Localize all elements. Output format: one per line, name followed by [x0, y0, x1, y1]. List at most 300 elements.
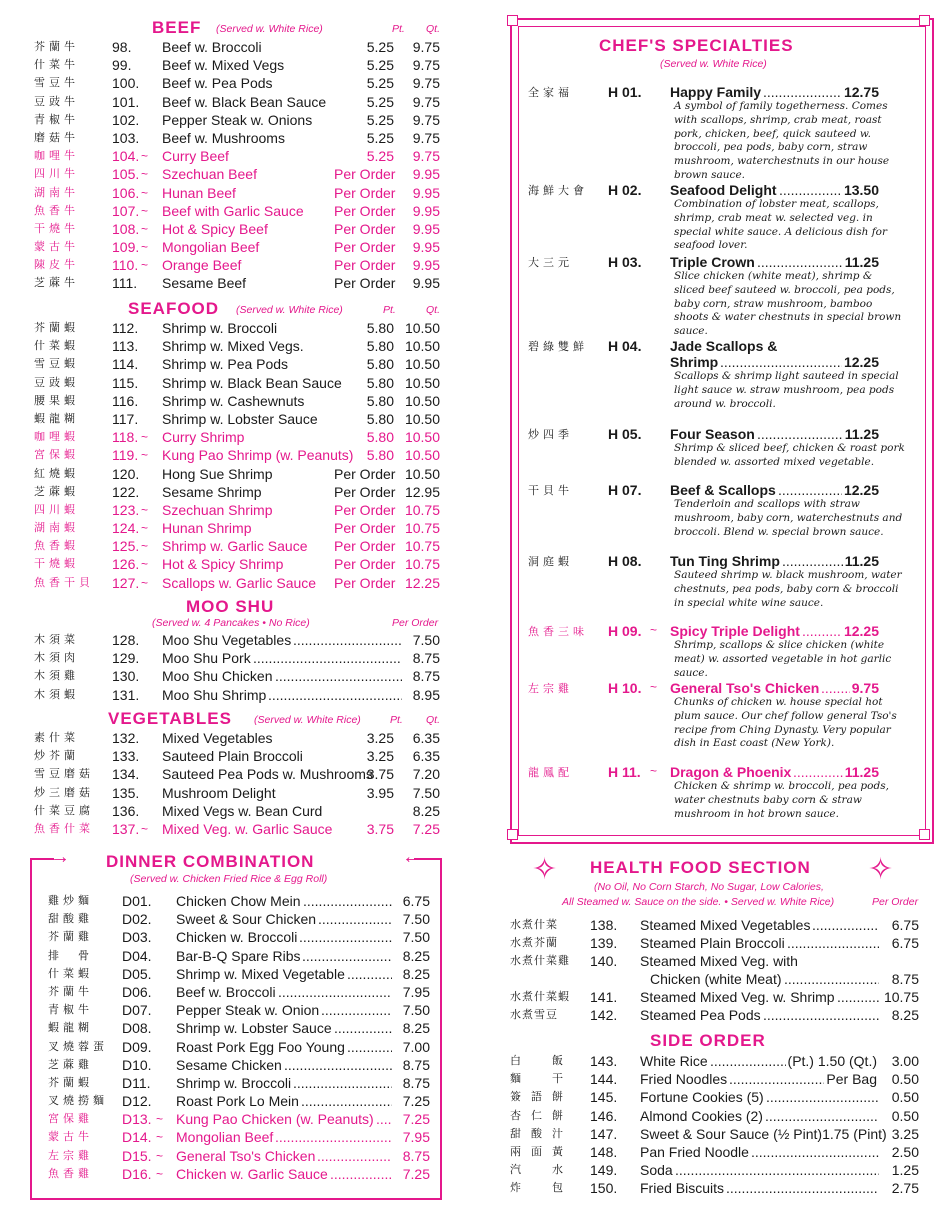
seafood-item-price-pt: Per Order	[334, 574, 396, 591]
chef-item-name: Tun Ting Shrimp	[670, 553, 780, 569]
side-item-name: Sweet & Sour Sauce (½ Pint)1.75 (Pint)	[640, 1125, 887, 1142]
health-item-price: 8.75	[891, 971, 919, 987]
chef-item-name: General Tso's Chicken	[670, 680, 820, 696]
seafood-qt-header: Qt.	[426, 304, 441, 316]
seafood-item-chinese: 芝蔴蝦	[34, 484, 79, 498]
combo-item-chinese: 蒙古牛	[48, 1130, 93, 1144]
combo-item-price: 8.75	[402, 1074, 430, 1091]
side-item-price: 0.50	[891, 1071, 919, 1088]
chef-item-chinese: 炒四季	[528, 428, 573, 441]
chef-item	[470, 426, 941, 486]
combo-item	[0, 928, 470, 946]
combo-subtitle: (Served w. Chicken Fried Rice & Egg Roll)	[130, 873, 328, 885]
beef-item-name: Beef w. Mixed Vegs	[162, 57, 285, 74]
hot-spicy-icon: ~	[141, 821, 149, 836]
seafood-item-price-qt: 10.75	[404, 556, 440, 573]
mooshu-per-order: Per Order	[392, 617, 439, 629]
dot-leader	[293, 631, 402, 649]
combo-title: DINNER COMBINATION	[106, 852, 315, 871]
health-item-number: 141.	[590, 989, 618, 1005]
combo-item-price: 8.25	[402, 965, 430, 982]
chef-item-price: 12.25	[843, 623, 879, 639]
side-item-number: 148.	[590, 1144, 618, 1160]
side-item-number: 143.	[590, 1053, 618, 1069]
seafood-item-name: Sesame Shrimp	[162, 483, 262, 500]
beef-item-price-pt: 5.25	[366, 93, 394, 110]
beef-item	[0, 256, 470, 274]
seafood-header	[0, 299, 470, 321]
dot-leader	[787, 934, 879, 952]
seafood-item-chinese: 豆豉蝦	[34, 375, 79, 389]
veg-item-chinese: 雪豆磨菇	[34, 767, 94, 781]
dot-leader	[766, 1088, 879, 1106]
hot-spicy-icon: ~	[141, 539, 149, 554]
beef-item-number: 102.	[112, 111, 140, 128]
seafood-item-number: 122.	[112, 483, 140, 500]
side-item-number: 145.	[590, 1089, 618, 1106]
beef-item-chinese: 豆豉牛	[34, 94, 79, 108]
veg-item-price-qt: 6.35	[412, 730, 440, 746]
chef-item	[470, 553, 941, 613]
chef-item	[470, 254, 941, 338]
seafood-item-name: Shrimp w. Pea Pods	[162, 356, 289, 373]
arrow-left-icon: ←	[402, 846, 422, 868]
seafood-item-chinese: 湖南蝦	[34, 521, 79, 535]
combo-item-name: Chicken w. Garlic Sauce	[176, 1165, 328, 1182]
combo-item-number: D02.	[122, 911, 152, 928]
health-item-number: 139.	[590, 935, 618, 951]
veg-item-chinese: 炒三磨菇	[34, 785, 94, 799]
combo-item-number: D04.	[122, 947, 152, 964]
hot-spicy-icon: ~	[141, 258, 149, 273]
seafood-item-number: 127.	[112, 574, 140, 591]
hot-spicy-icon: ~	[141, 149, 149, 164]
seafood-item	[0, 319, 470, 337]
chef-item-description: Scallops & shrimp light sauteed in special light sauce w. straw mushroom, pea pods around w. broccoli.	[674, 370, 899, 410]
mooshu-item-name: Moo Shu Vegetables	[162, 632, 292, 648]
health-item-chinese: 水煮雪豆	[510, 1008, 558, 1021]
corner-ornament	[507, 829, 518, 840]
combo-item-name: Chicken Chow Mein	[176, 893, 301, 909]
beef-item-price-qt: 9.95	[412, 220, 440, 237]
seafood-item	[0, 501, 470, 519]
seafood-item-price-qt: 10.50	[404, 392, 440, 409]
beef-item-price-qt: 9.75	[412, 129, 440, 146]
combo-item-chinese: 芥蘭蝦	[48, 1075, 93, 1089]
seafood-item-chinese: 什菜蝦	[34, 339, 79, 353]
mooshu-header	[0, 597, 470, 631]
chef-item-price: 12.75	[843, 84, 879, 100]
seafood-item	[0, 337, 470, 355]
combo-item-price: 7.50	[402, 929, 430, 946]
seafood-item	[0, 428, 470, 446]
health-item-price: 8.25	[891, 1007, 919, 1023]
beef-item-price-qt: 9.75	[412, 93, 440, 110]
mooshu-item-number: 129.	[112, 650, 140, 667]
beef-item	[0, 184, 470, 202]
combo-item	[0, 983, 470, 1001]
mooshu-item	[0, 631, 470, 649]
beef-item-price-pt: 5.25	[366, 148, 394, 165]
combo-item-number: D13.	[122, 1111, 152, 1128]
combo-item-chinese: 芝蔴雞	[48, 1057, 93, 1071]
veg-item	[0, 802, 470, 820]
chef-item-code: H 10.	[608, 680, 642, 696]
combo-item-number: D12.	[122, 1093, 152, 1110]
dot-leader	[812, 916, 879, 934]
chef-item-chinese: 左宗雞	[528, 682, 573, 695]
chef-item-name-line2: Shrimp	[670, 354, 719, 370]
hot-spicy-icon: ~	[156, 1148, 164, 1163]
chef-item	[470, 182, 941, 252]
veg-item-number: 135.	[112, 784, 140, 801]
seafood-item-price-pt: Per Order	[334, 556, 396, 573]
chef-item-price: 12.25	[843, 354, 879, 370]
seafood-item-number: 114.	[112, 356, 139, 373]
hot-spicy-icon: ~	[141, 502, 149, 517]
beef-item-name: Beef with Garlic Sauce	[162, 202, 304, 219]
seafood-item-price-qt: 10.50	[404, 465, 440, 482]
beef-item	[0, 220, 470, 238]
seafood-item-name: Szechuan Shrimp	[162, 501, 273, 518]
seafood-item-price-qt: 10.75	[404, 520, 440, 537]
seafood-item-price-pt: 5.80	[366, 392, 394, 409]
seafood-item-name: Shrimp w. Garlic Sauce	[162, 538, 308, 555]
seafood-item-name: Curry Shrimp	[162, 429, 245, 446]
beef-item	[0, 129, 470, 147]
seafood-item-price-qt: 10.75	[404, 501, 440, 518]
seafood-item	[0, 392, 470, 410]
beef-item-price-pt: Per Order	[334, 257, 396, 274]
combo-item	[0, 910, 470, 928]
side-item-chinese: 簽語餅	[510, 1090, 573, 1104]
seafood-item-price-pt: Per Order	[334, 483, 396, 500]
beef-qt-header: Qt.	[426, 23, 441, 35]
combo-item-chinese: 排 骨	[48, 948, 93, 962]
chef-item-price: 13.50	[843, 182, 879, 198]
combo-item-price: 7.25	[402, 1111, 430, 1128]
veg-item-price-pt: 3.75	[366, 820, 394, 837]
seafood-item-chinese: 雪豆蝦	[34, 357, 79, 371]
combo-item-number: D11.	[122, 1074, 151, 1091]
veg-item-number: 134.	[112, 766, 140, 783]
combo-item	[0, 1092, 470, 1110]
seafood-item-chinese: 魚香干貝	[34, 575, 94, 589]
beef-item-price-pt: 5.25	[366, 39, 394, 55]
beef-item	[0, 93, 470, 111]
beef-item-number: 98.	[112, 39, 132, 55]
beef-item	[0, 238, 470, 256]
combo-item-chinese: 青椒牛	[48, 1003, 93, 1017]
combo-item	[0, 965, 470, 983]
seafood-item-price-qt: 10.50	[404, 410, 440, 427]
beef-item	[0, 274, 470, 292]
side-item-price: 2.75	[891, 1180, 919, 1197]
dot-leader	[321, 1001, 392, 1019]
beef-item-price-qt: 9.75	[412, 39, 440, 55]
combo-item-number: D01.	[122, 893, 152, 909]
veg-item-chinese: 素什菜	[34, 731, 79, 744]
chef-item-name: Happy Family	[670, 84, 762, 100]
veg-list	[0, 729, 470, 838]
combo-item	[0, 1038, 470, 1056]
hot-spicy-icon: ~	[141, 557, 149, 572]
hot-spicy-icon: ~	[650, 680, 658, 694]
seafood-item-price-pt: 5.80	[366, 356, 394, 373]
chef-item-description: Sauteed shrimp w. black mushroom, water chestnuts, pea pods, baby corn & broccoli in special white wine sauce.	[674, 569, 902, 609]
seafood-item-chinese: 宮保蝦	[34, 448, 79, 462]
seafood-item-name: Shrimp w. Mixed Vegs.	[162, 338, 304, 355]
dot-leader	[284, 1056, 392, 1074]
hot-spicy-icon: ~	[141, 185, 149, 200]
side-item-chinese: 杏仁餅	[510, 1108, 573, 1122]
chef-item-description: Shrimp, scallops & slice chicken (white meat) w. assorted vegetable in hot garlic sauce.	[674, 639, 892, 679]
veg-item-name: Mixed Veg. w. Garlic Sauce	[162, 820, 333, 837]
seafood-item-name: Hong Sue Shrimp	[162, 465, 273, 482]
chef-item-code: H 09.	[608, 623, 642, 639]
seafood-pt-header: Pt.	[383, 304, 396, 316]
mooshu-list	[0, 631, 470, 704]
beef-item-price-qt: 9.95	[412, 184, 440, 201]
combo-item-chinese: 宮保雞	[48, 1112, 93, 1126]
beef-item-price-pt: Per Order	[334, 184, 396, 201]
combo-item-name: Shrimp w. Mixed Vegetable	[176, 965, 345, 982]
seafood-item-chinese: 干燒蝦	[34, 557, 79, 571]
seafood-item-name: Scallops w. Garlic Sauce	[162, 574, 317, 591]
health-item-price: 6.75	[891, 917, 919, 933]
seafood-subtitle: (Served w. White Rice)	[236, 304, 343, 316]
health-item-price: 6.75	[891, 935, 919, 951]
chef-item	[470, 84, 941, 181]
seafood-item-number: 115.	[112, 374, 139, 391]
beef-item-price-pt: 5.25	[366, 111, 394, 128]
chef-item-name: Dragon & Phoenix	[670, 764, 792, 780]
hot-spicy-icon: ~	[141, 448, 149, 463]
seafood-item-number: 123.	[112, 501, 140, 518]
side-item-name: White Rice	[640, 1053, 708, 1069]
seafood-item	[0, 410, 470, 428]
veg-item-price-pt: 3.75	[366, 766, 394, 783]
mooshu-item-number: 128.	[112, 632, 140, 648]
combo-item-chinese: 芥蘭雞	[48, 930, 93, 944]
beef-item-name: Beef w. Black Bean Sauce	[162, 93, 327, 110]
beef-item-number: 105.	[112, 166, 140, 183]
seafood-item-price-qt: 10.75	[404, 538, 440, 555]
health-item-chinese: 水煮什菜雞	[510, 954, 570, 967]
beef-item-name: Beef w. Mushrooms	[162, 129, 285, 146]
hot-spicy-icon: ~	[141, 167, 149, 182]
seafood-item-price-pt: 5.80	[366, 429, 394, 446]
seafood-item-price-qt: 10.50	[404, 374, 440, 391]
combo-item-price: 8.75	[402, 1056, 430, 1073]
dot-leader	[726, 1179, 879, 1197]
beef-title: BEEF	[152, 18, 202, 37]
combo-item-name: Roast Pork Lo Mein	[176, 1093, 299, 1110]
beef-item-number: 111.	[112, 275, 138, 292]
seafood-title: SEAFOOD	[128, 299, 220, 318]
dot-leader	[278, 983, 392, 1001]
veg-item-price-qt: 7.20	[412, 766, 440, 783]
combo-item-price: 7.95	[402, 1129, 430, 1146]
dot-leader	[302, 947, 392, 965]
chef-item	[470, 338, 941, 410]
beef-item-price-qt: 9.75	[412, 148, 440, 165]
side-item	[470, 1161, 941, 1179]
seafood-item-number: 113.	[112, 338, 139, 355]
chef-item-chinese: 洞庭蝦	[528, 555, 573, 568]
health-item-name: Steamed Pea Pods	[640, 1007, 761, 1023]
seafood-item	[0, 355, 470, 373]
beef-item	[0, 38, 470, 56]
chef-item-chinese: 碧綠雙鮮	[528, 340, 588, 353]
seafood-item-name: Shrimp w. Black Bean Sauce	[162, 374, 342, 391]
veg-item	[0, 784, 470, 802]
chef-item-name: Beef & Scallops	[670, 482, 776, 498]
seafood-item-number: 112.	[112, 320, 139, 336]
beef-item	[0, 165, 470, 183]
combo-item-chinese: 叉燒蓉蛋	[48, 1039, 108, 1053]
mooshu-item	[0, 686, 470, 704]
beef-item-price-qt: 9.95	[412, 275, 440, 292]
beef-item-name: Hot & Spicy Beef	[162, 220, 268, 237]
combo-item-number: D03.	[122, 929, 152, 946]
beef-item-name: Orange Beef	[162, 257, 242, 274]
mooshu-item-price: 8.75	[412, 668, 440, 685]
mooshu-title: MOO SHU	[186, 597, 275, 616]
chef-item-code: H 11.	[608, 764, 641, 780]
health-item-number: 138.	[590, 917, 618, 933]
seafood-item-name: Hunan Shrimp	[162, 520, 252, 537]
veg-pt-header: Pt.	[390, 714, 403, 726]
mooshu-item	[0, 667, 470, 685]
chef-item	[470, 764, 941, 824]
mooshu-item-name: Moo Shu Pork	[162, 650, 251, 667]
beef-item-number: 110.	[112, 257, 139, 274]
side-item-number: 149.	[590, 1162, 618, 1179]
chef-item-code: H 04.	[608, 338, 642, 354]
dot-leader	[253, 649, 402, 667]
side-item-name: Fried Noodles	[640, 1071, 728, 1088]
chef-item-name: Seafood Delight	[670, 182, 777, 198]
side-item-price: 1.25	[891, 1162, 919, 1179]
combo-item-name: Mongolian Beef	[176, 1129, 274, 1146]
combo-item	[0, 947, 470, 965]
veg-item-name: Sauteed Pea Pods w. Mushrooms	[162, 766, 373, 783]
beef-item-chinese: 雪豆牛	[34, 76, 79, 90]
side-item-chinese: 甜酸汁	[510, 1126, 573, 1140]
side-title: SIDE ORDER	[650, 1031, 766, 1050]
seafood-item-number: 125.	[112, 538, 140, 555]
mooshu-item-number: 130.	[112, 668, 140, 685]
seafood-item-name: Shrimp w. Broccoli	[162, 320, 278, 336]
chef-item-name: Spicy Triple Delight	[670, 623, 800, 639]
beef-item	[0, 202, 470, 220]
chef-item-name: Triple Crown	[670, 254, 755, 270]
seafood-list	[0, 319, 470, 592]
seafood-item-name: Kung Pao Shrimp (w. Peanuts)	[162, 447, 354, 464]
hot-spicy-icon: ~	[156, 1112, 164, 1127]
health-item	[470, 952, 941, 970]
dot-leader	[268, 686, 402, 704]
beef-item-chinese: 芝蔴牛	[34, 276, 79, 290]
seafood-item-chinese: 四川蝦	[34, 502, 79, 516]
seafood-item	[0, 537, 470, 555]
dot-leader	[303, 892, 392, 910]
seafood-item	[0, 483, 470, 501]
seafood-item-price-pt: 5.80	[366, 447, 394, 464]
dot-leader	[330, 1165, 392, 1183]
side-item-number: 150.	[590, 1180, 618, 1197]
beef-item-chinese: 什菜牛	[34, 58, 79, 72]
health-title: HEALTH FOOD SECTION	[590, 858, 811, 877]
veg-item-number: 132.	[112, 730, 140, 746]
seafood-item-price-qt: 10.50	[404, 338, 440, 355]
chef-item-description: Shrimp & sliced beef, chicken & roast pork blended w. assorted mixed vegetable.	[674, 442, 905, 468]
health-sub2: All Steamed w. Sauce on the side. • Served w. White Rice)	[562, 896, 835, 908]
combo-item-name: General Tso's Chicken	[176, 1147, 316, 1164]
veg-item-price-qt: 6.35	[412, 748, 440, 765]
combo-item-name: Roast Pork Egg Foo Young	[176, 1038, 345, 1055]
combo-item	[0, 892, 470, 910]
side-item-name: Fortune Cookies (5)	[640, 1089, 764, 1106]
chef-item-code: H 08.	[608, 553, 642, 569]
side-item	[470, 1052, 941, 1070]
seafood-item-name: Hot & Spicy Shrimp	[162, 556, 284, 573]
side-item-detail: (Pt.) 1.50 (Qt.)	[787, 1053, 877, 1069]
chef-item-name: Jade Scallops &	[670, 338, 778, 354]
beef-item-chinese: 磨菇牛	[34, 130, 79, 144]
chef-item-price: 12.25	[843, 482, 879, 498]
seafood-item-price-qt: 10.50	[404, 320, 440, 336]
combo-item-price: 8.25	[402, 947, 430, 964]
side-item-name: Pan Fried Noodle	[640, 1144, 749, 1160]
seafood-item-price-pt: 5.80	[366, 374, 394, 391]
combo-item-chinese: 蝦龍糊	[48, 1021, 93, 1035]
mooshu-item-price: 7.50	[412, 632, 440, 648]
side-item-name: Almond Cookies (2)	[640, 1107, 763, 1124]
seafood-item-name: Shrimp w. Lobster Sauce	[162, 410, 318, 427]
chef-item-description: Chicken & shrimp w. broccoli, pea pods, water chestnuts baby corn & straw mushroom in hot brown sauce.	[674, 780, 889, 820]
combo-item-price: 7.25	[402, 1093, 430, 1110]
combo-item-name: Pepper Steak w. Onion	[176, 1002, 320, 1019]
combo-item-chinese: 左宗雞	[48, 1148, 93, 1162]
veg-qt-header: Qt.	[426, 714, 441, 726]
side-item-number: 147.	[590, 1125, 618, 1142]
combo-item-chinese: 甜酸雞	[48, 912, 93, 926]
side-item-name: Soda	[640, 1162, 673, 1179]
veg-title: VEGETABLES	[108, 709, 232, 728]
chef-subtitle: (Served w. White Rice)	[660, 58, 767, 70]
seafood-item	[0, 519, 470, 537]
dot-leader	[301, 1092, 392, 1110]
beef-item-chinese: 蒙古牛	[34, 240, 79, 254]
beef-item-number: 103.	[112, 129, 140, 146]
side-item-number: 146.	[590, 1107, 618, 1124]
combo-list	[0, 892, 470, 1183]
chef-item-chinese: 干貝牛	[528, 484, 573, 497]
beef-item-chinese: 芥蘭牛	[34, 40, 79, 53]
combo-item-chinese: 叉燒撈麵	[48, 1094, 108, 1108]
combo-item	[0, 1165, 470, 1183]
seafood-item-chinese: 紅燒蝦	[34, 466, 79, 480]
mooshu-item-chinese: 木須蝦	[34, 687, 79, 701]
combo-item-chinese: 什菜蝦	[48, 966, 93, 980]
side-item-chinese: 汽 水	[510, 1163, 573, 1177]
chef-item-code: H 03.	[608, 254, 642, 270]
beef-item-price-qt: 9.95	[412, 166, 440, 183]
veg-item-chinese: 魚香什菜	[34, 821, 94, 835]
dancer-icon: ✧	[532, 853, 558, 886]
